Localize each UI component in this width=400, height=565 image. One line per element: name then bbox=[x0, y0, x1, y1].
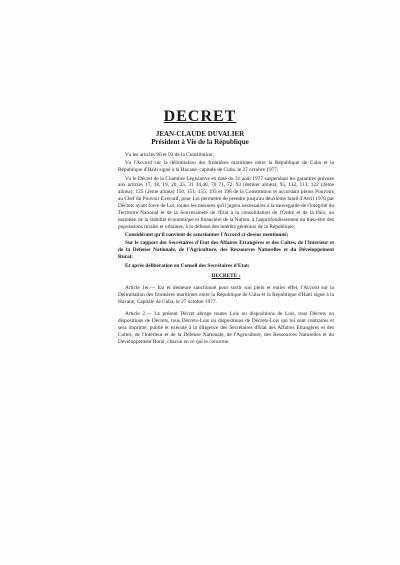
article-1: Article 1er.— Est et demeure sanctionné pour sortir son plein et entier effet, l'Accord sur la Délimitation des frontières maritimes entre la République de Cuba et la République d'Haïti signé à la Havane, Capitale de Cuba, le 27 octobre 1977. bbox=[118, 285, 334, 306]
article-2: Article 2.— Le présent Décret abroge toutes Lois ou dispositions de Lois, tous Décrets ou dispositions de Décrets, tous Décrets-Lois ou dispositions de Décrets-Lois qui lui sont contraires et sera imprimé, publié et exécuté à la diligence des Secrétaires d'Etat des Affaires Etrangères et des Cultes, de l'Intérieur et de la Défense Nationale, de l'Agriculture, des Ressources Naturelles et du Développement Rural, chacun en ce qui le concerne. bbox=[118, 311, 334, 345]
paragraph-constitution: Vu les articles 90 et 93 de la Constitution; bbox=[125, 152, 214, 158]
decree-body bbox=[118, 152, 334, 347]
paragraph-deliberation: Et après délibération en Conseil des Secrétaires d'Etat; bbox=[125, 262, 250, 269]
paragraph-accord: Vu l'Accord sur la délimitation des frontières maritimes entre la République de Cuba et la République d'Haïti signé à la Havane, capitale de Cuba, le 27 octobre 1977; bbox=[118, 160, 334, 174]
paragraph-rapport: Sur le rapport des Secrétaires d'Etat des Affaires Etrangères et des Cultes, de l'Intérieur et de la Défense Nationale, de l'Agriculture, des Ressources Naturelles et du Développement Rural; bbox=[118, 240, 334, 261]
paragraph-legislative-decree: Vu le Décret de la Chambre Législative en date du 31 août 1977 suspendant les garanties prévues aux articles 17, 18, 19, 20, 25, 31 34,48, 70 71, 72, 93 (dernier alinea), 95, 112, 113; 122 (2ème alinea); 125 (2ème alinéa) 150, 151, 155, 193 et 198 de la Constitution et accordant pleins Pouvoirs au Chef du Pouvoir Exécutif, pour Loi permettre de prendre jusqu'au deuxième lundi d'Avril 1978 par Décrets ayant force de Loi, toutes les mesures qu'il jugera nécessaires à la sauvegarde de l'intégrité du Territoire National et de la Souveraineté de l'Etat à la consolidation de l'Ordre et de la Paix, au maintien de la stabilité économique et financière de la Nation, à l'approfondissement du bien-être des populations rurales et urbaines, à la défense des intérêts généraux de la République; bbox=[118, 175, 334, 230]
author-block bbox=[0, 130, 400, 146]
document-title: DECRET bbox=[163, 108, 237, 125]
section-heading: DECRETE : bbox=[211, 273, 241, 280]
paragraph-considerant: Considérant qu'il convient de sanctionner l'Accord ci-dessus mentionné; bbox=[125, 232, 289, 239]
author-name: JEAN-CLAUDE DUVALIER bbox=[155, 130, 245, 138]
author-role: Président à Vie de la République bbox=[151, 138, 249, 146]
